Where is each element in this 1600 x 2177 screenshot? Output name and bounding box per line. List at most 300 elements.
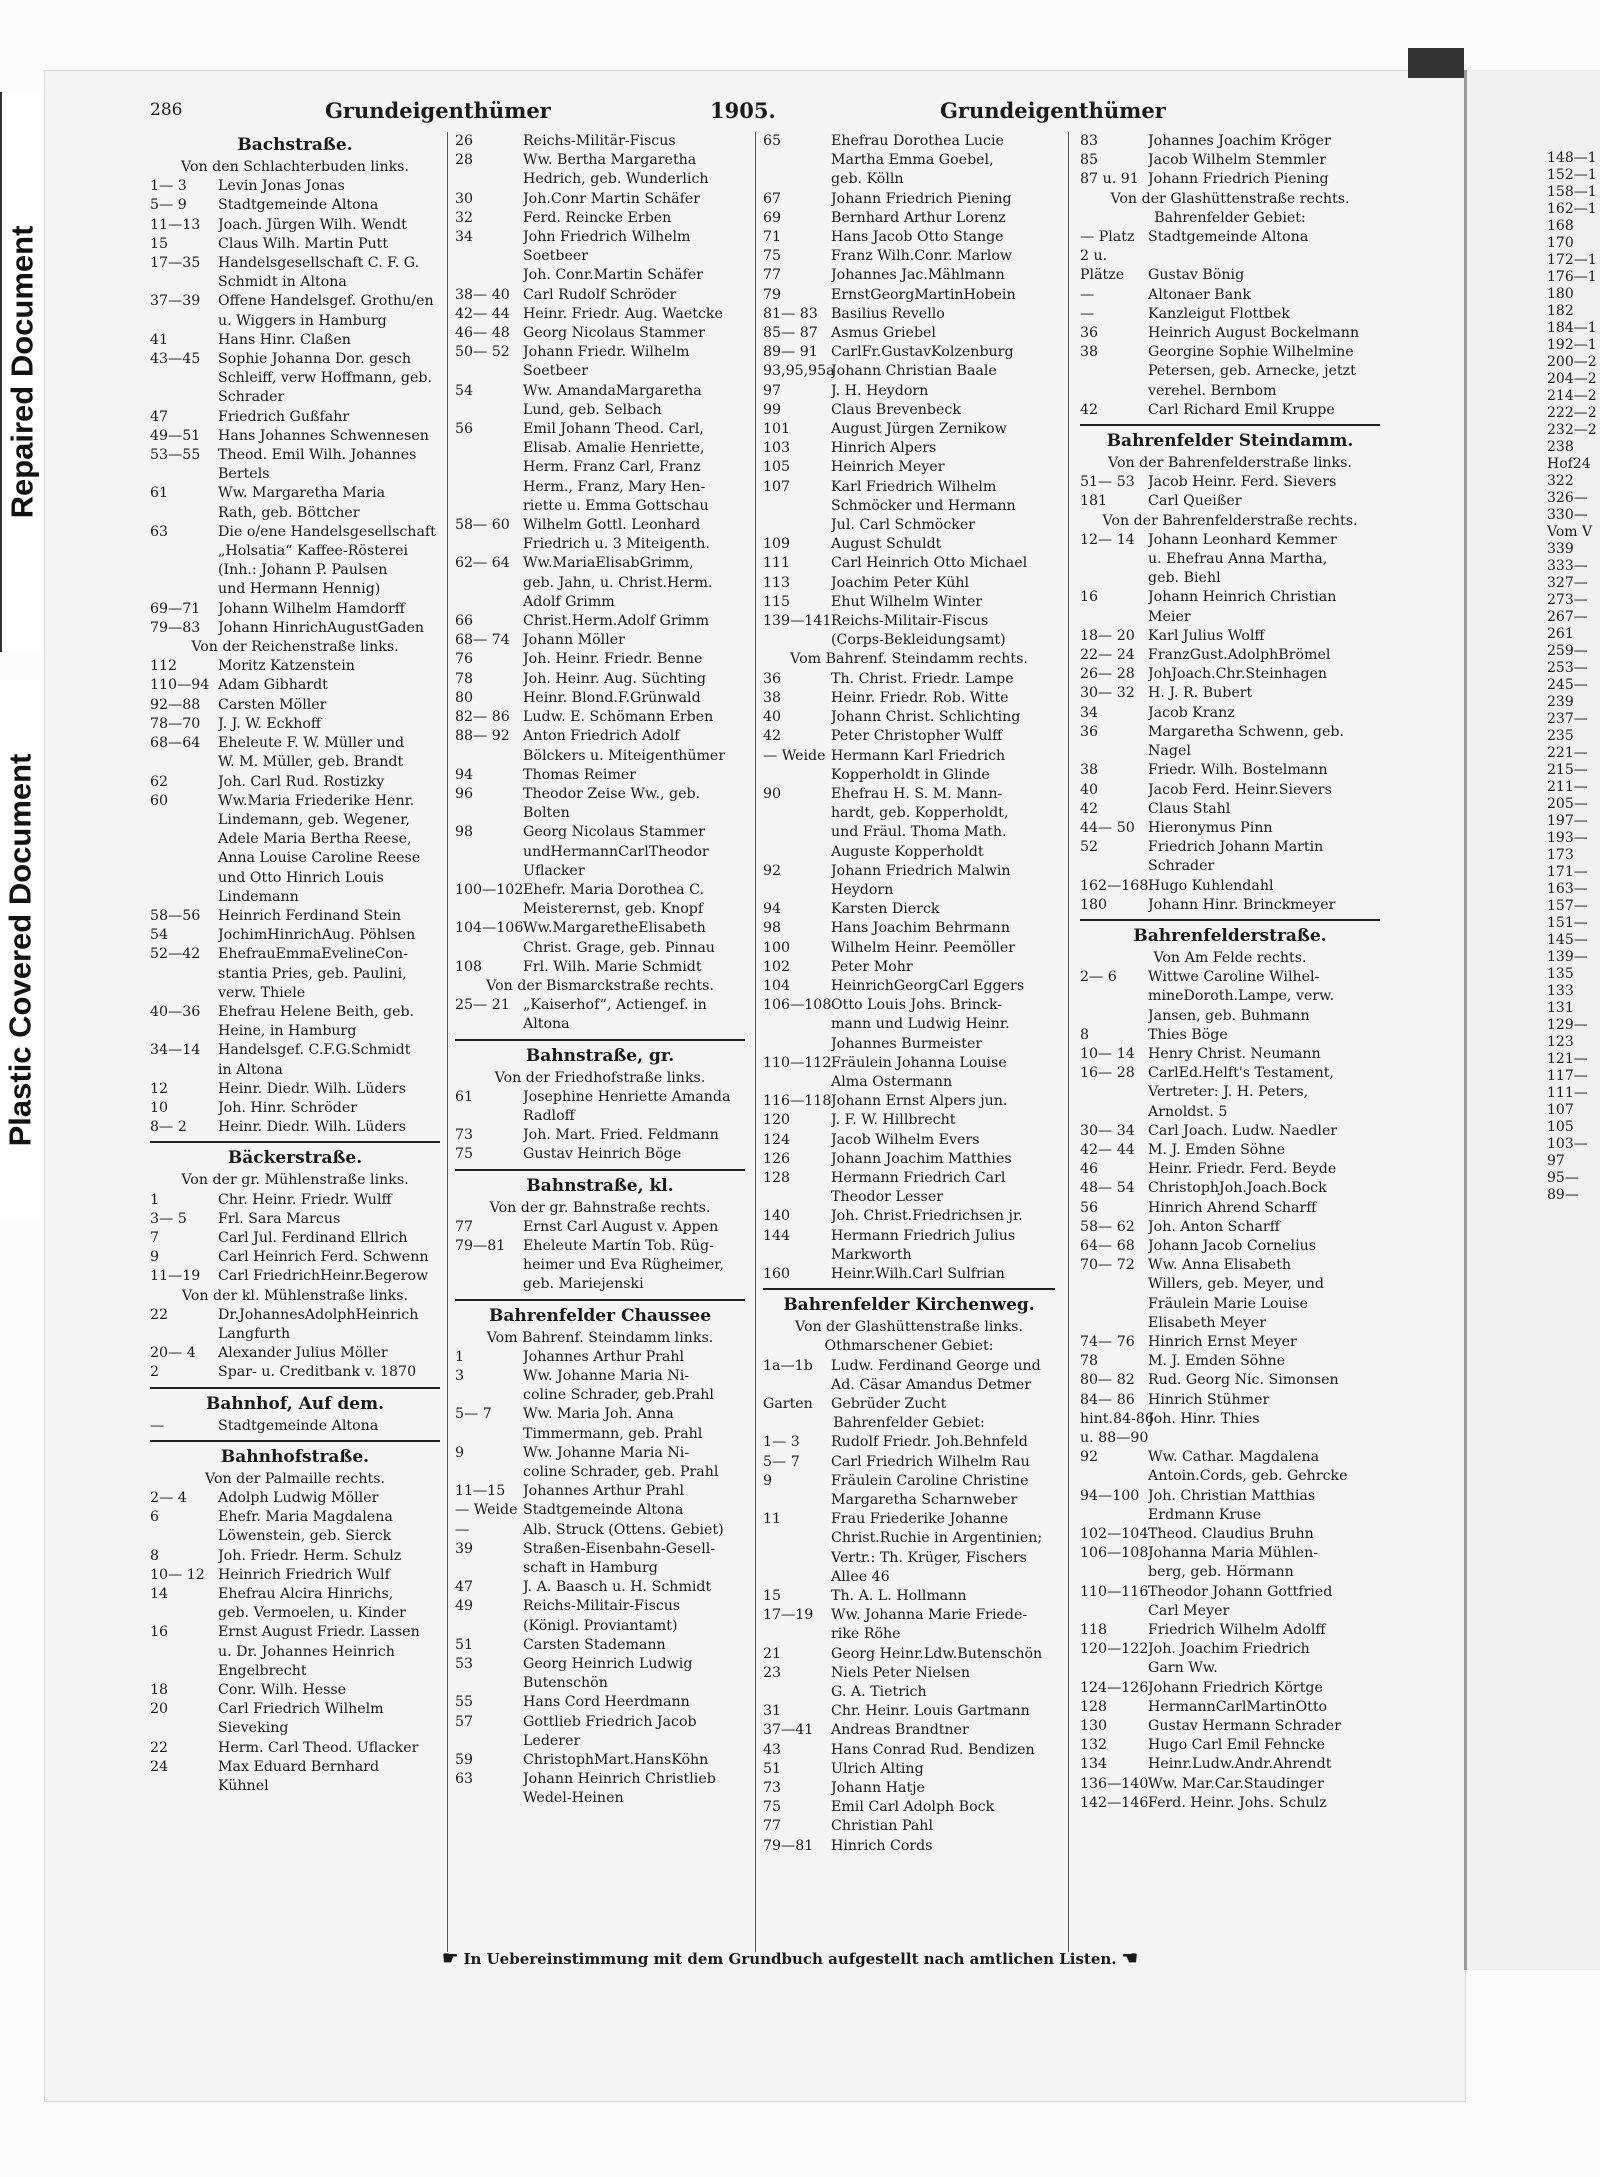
house-number: 116—118 — [763, 1093, 832, 1110]
house-number: 39 — [455, 1540, 474, 1557]
owner-entry — [455, 1088, 745, 1107]
owner-entry — [1080, 838, 1380, 857]
owner-entry — [763, 1246, 1055, 1265]
owner-name: Johann Friedrich Malwin — [831, 862, 1011, 879]
owner-name: u. Dr. Johannes Heinrich — [218, 1643, 395, 1660]
section-subheading: Von den Schlachterbuden links. — [181, 159, 409, 175]
owner-name: Radloff — [523, 1107, 575, 1124]
house-number: 52 — [1080, 839, 1099, 856]
adjacent-page-number: 205— — [1547, 796, 1588, 812]
owner-entry — [150, 1777, 440, 1796]
adjacent-page-number: 184—1 — [1547, 320, 1597, 336]
house-number — [763, 1015, 831, 1034]
section-subheading: Von der Palmaille rechts. — [205, 1470, 385, 1487]
owner-name: „Kaiserhof“, Actiengef. in — [523, 997, 707, 1014]
house-number: 107 — [763, 478, 791, 495]
house-number: 111 — [763, 555, 791, 572]
owner-entry — [455, 1751, 745, 1770]
house-number — [455, 1275, 523, 1294]
owner-entry — [1080, 1640, 1380, 1659]
owner-name: Ww. Maria Joh. Anna — [523, 1406, 674, 1423]
house-number: 48— 54 — [1080, 1180, 1135, 1197]
owner-name: Peter Mohr — [831, 958, 913, 975]
owner-entry — [150, 1508, 440, 1527]
owner-name: Langfurth — [218, 1325, 291, 1342]
owner-name: Ww. Cathar. Magdalena — [1148, 1449, 1320, 1466]
house-number — [763, 1073, 831, 1092]
house-number — [150, 542, 218, 561]
owner-entry — [763, 362, 1055, 381]
owner-name: Jansen, geb. Buhmann — [1148, 1007, 1310, 1024]
owner-entry — [763, 574, 1055, 593]
house-number: 18 — [150, 1682, 169, 1699]
adjacent-page-number: 95— — [1547, 1170, 1579, 1186]
house-number: 99 — [763, 401, 782, 418]
house-number: 85 — [1080, 152, 1099, 169]
owner-name: Löwenstein, geb. Sierck — [218, 1528, 392, 1545]
house-number: 124 — [763, 1131, 791, 1148]
owner-entry — [1080, 1467, 1380, 1486]
house-number: 2— 6 — [1080, 969, 1117, 986]
owner-entry — [1080, 1218, 1380, 1237]
house-number — [455, 535, 523, 554]
owner-entry — [1080, 1525, 1380, 1544]
owner-name: Gustav Hermann Schrader — [1148, 1718, 1341, 1735]
owner-name: Elisabeth Meyer — [1148, 1314, 1267, 1331]
house-number: 16 — [1080, 589, 1099, 606]
adjacent-page-number: 170 — [1547, 235, 1574, 251]
owner-name: Altona — [523, 1016, 570, 1033]
house-number: 93,95,95a — [763, 363, 835, 380]
owner-entry — [763, 1054, 1055, 1073]
owner-name: August Jürgen Zernikow — [831, 421, 1007, 438]
owner-entry — [763, 516, 1055, 535]
house-number: 56 — [455, 421, 474, 438]
section-divider — [455, 1039, 745, 1041]
house-number: 94—100 — [1080, 1487, 1140, 1504]
owner-entry — [455, 1521, 745, 1540]
owner-name: Georg Nicolaus Stammer — [523, 325, 705, 342]
house-number: 67 — [763, 190, 782, 207]
house-number: 22 — [150, 1739, 169, 1756]
house-number — [1080, 1659, 1148, 1678]
owner-name: Ww. Johanne Maria Ni- — [523, 1444, 690, 1461]
owner-name: ChristophMart.HansKöhn — [523, 1752, 709, 1769]
owner-entry — [1080, 569, 1380, 588]
house-number: 75 — [763, 1799, 782, 1816]
header-title-left: Grundeigenthümer — [325, 98, 551, 123]
owner-entry — [150, 1344, 440, 1363]
house-number: 22— 24 — [1080, 647, 1135, 664]
owner-name: Joh. Christian Matthias — [1148, 1487, 1316, 1504]
owner-entry — [763, 228, 1055, 247]
owner-name: Reichs-Militair-Fiscus — [831, 613, 989, 630]
house-number: 73 — [763, 1780, 782, 1797]
owner-name: Stadtgemeinde Altona — [523, 1502, 684, 1519]
house-number: 38 — [763, 689, 782, 706]
owner-name: berg, geb. Hörmann — [1148, 1564, 1294, 1581]
house-number: 102 — [763, 958, 791, 975]
owner-name: Claus Brevenbeck — [831, 401, 961, 418]
street-heading: Bahrenfelderstraße. — [1133, 925, 1327, 946]
owner-name: Theodor Zeise Ww., geb. — [523, 785, 701, 802]
owner-entry — [763, 1265, 1055, 1284]
owner-entry — [455, 843, 745, 862]
owner-name: Die o/ene Handelsgesellschaft — [218, 523, 436, 540]
owner-name: Theodor Johann Gottfried — [1148, 1583, 1333, 1600]
house-number — [763, 1549, 831, 1568]
owner-entry — [1080, 781, 1380, 800]
street-heading: Bahnstraße, kl. — [526, 1175, 674, 1196]
owner-name: Carl Meyer — [1148, 1602, 1230, 1619]
page-number: 286 — [150, 100, 183, 120]
owner-entry — [150, 1003, 440, 1022]
section-divider — [150, 1141, 440, 1143]
owner-name: verw. Thiele — [218, 984, 306, 1001]
owner-name: Schmöcker und Hermann — [831, 497, 1016, 514]
owner-name: Hans Jacob Otto Stange — [831, 229, 1004, 246]
house-number — [455, 1732, 523, 1751]
house-number: 78—70 — [150, 715, 201, 732]
owner-name: Alma Ostermann — [831, 1073, 953, 1090]
house-number — [455, 804, 523, 823]
owner-entry — [763, 1073, 1055, 1092]
owner-entry — [455, 516, 745, 535]
house-number: 25— 21 — [455, 997, 510, 1014]
adjacent-page-number: 192—1 — [1547, 337, 1597, 353]
house-number: 47 — [150, 408, 169, 425]
owner-entry — [150, 1363, 440, 1382]
house-number — [150, 1325, 218, 1344]
house-number: 32 — [455, 209, 474, 226]
owner-entry — [763, 1092, 1055, 1111]
adjacent-page-number: 339 — [1547, 541, 1574, 557]
owner-name: Th. Christ. Friedr. Lampe — [831, 670, 1014, 687]
owner-entry — [150, 1681, 440, 1700]
owner-entry — [1080, 1563, 1380, 1582]
house-number: 118 — [1080, 1622, 1108, 1639]
owner-name: Friedrich Gußfahr — [218, 408, 350, 425]
house-number: 100—102 — [455, 881, 524, 898]
house-number: 62— 64 — [455, 555, 510, 572]
adjacent-page-number: 327— — [1547, 575, 1588, 591]
owner-name: Carl Jul. Ferdinand Ellrich — [218, 1229, 408, 1246]
owner-entry — [1080, 550, 1380, 569]
owner-entry — [763, 1433, 1055, 1452]
owner-name: Stadtgemeinde Altona — [218, 1417, 379, 1434]
owner-name: Joachim Peter Kühl — [831, 574, 970, 591]
owner-name: Hinrich Cords — [831, 1837, 933, 1854]
house-number: 30— 34 — [1080, 1122, 1135, 1139]
owner-entry — [1080, 1160, 1380, 1179]
owner-name: ChristophJoh.Joach.Bock — [1148, 1180, 1327, 1197]
owner-name: Karl Friedrich Wilhelm — [831, 478, 997, 495]
house-number: 64— 68 — [1080, 1237, 1135, 1254]
house-number: 24 — [150, 1758, 169, 1775]
owner-name: Engelbrecht — [218, 1662, 307, 1679]
owner-entry — [150, 792, 440, 811]
owner-entry — [150, 331, 440, 350]
owner-entry — [150, 1041, 440, 1060]
owner-name: CarlEd.Helft's Testament, — [1148, 1065, 1334, 1082]
house-number: 42 — [763, 728, 782, 745]
owner-name: Claus Wilh. Martin Putt — [218, 235, 389, 252]
owner-entry — [763, 612, 1055, 631]
owner-name: Ehefrau Alcira Hinrichs, — [218, 1586, 394, 1603]
owner-entry — [150, 849, 440, 868]
owner-name: Joh.Conr Martin Schäfer — [523, 190, 701, 207]
owner-entry — [150, 561, 440, 580]
owner-name: Johann Wilhelm Hamdorff — [218, 600, 405, 617]
owner-name: Nagel — [1148, 743, 1191, 760]
owner-name: und Fräul. Thoma Math. — [831, 824, 1007, 841]
owner-entry — [1080, 608, 1380, 627]
owner-entry — [763, 497, 1055, 516]
house-number — [150, 1527, 218, 1546]
owner-entry — [1080, 1621, 1380, 1640]
house-number: 9 — [455, 1444, 465, 1461]
owner-entry — [455, 266, 745, 285]
house-number: 38 — [1080, 344, 1099, 361]
owner-name: Hinrich Ernst Meyer — [1148, 1333, 1297, 1350]
owner-name: Kühnel — [218, 1778, 269, 1795]
house-number: 120—122 — [1080, 1641, 1149, 1658]
house-number — [455, 1256, 523, 1275]
owner-entry — [150, 811, 440, 830]
house-number: 130 — [1080, 1718, 1108, 1735]
owner-entry — [455, 1405, 745, 1424]
house-number — [455, 497, 523, 516]
column-divider — [447, 132, 448, 1952]
house-number: 128 — [763, 1169, 791, 1186]
owner-entry — [763, 843, 1055, 862]
owner-name: Handelsgef. C.F.G.Schmidt — [218, 1042, 411, 1059]
owner-entry — [455, 286, 745, 305]
house-number: 17—35 — [150, 255, 201, 272]
owner-name: Levin Jonas Jonas — [218, 178, 345, 195]
house-number — [763, 766, 831, 785]
owner-name: rike Röhe — [831, 1626, 901, 1643]
owner-name: Ehefr. Maria Dorothea C. — [523, 881, 704, 898]
adjacent-page-number: 176—1 — [1547, 269, 1597, 285]
adjacent-page-number: Hof24 — [1547, 456, 1591, 472]
owner-entry — [455, 823, 745, 842]
house-number: 68—64 — [150, 735, 201, 752]
owner-name: geb. Biehl — [1148, 570, 1221, 587]
house-number — [150, 1022, 218, 1041]
owner-entry — [1080, 1141, 1380, 1160]
owner-entry — [763, 1207, 1055, 1226]
owner-name: Jul. Carl Schmöcker — [831, 517, 976, 534]
owner-entry — [455, 747, 745, 766]
house-number: 79—83 — [150, 619, 201, 636]
owner-name: Joh. Carl Rud. Rostizky — [218, 773, 385, 790]
owner-name: stantia Pries, geb. Paulini, — [218, 965, 407, 982]
owner-entry — [150, 1547, 440, 1566]
owner-entry — [455, 324, 745, 343]
owner-name: Johanna Maria Mühlen- — [1148, 1545, 1319, 1562]
owner-name: geb. Vermoelen, u. Kinder — [218, 1605, 406, 1622]
owner-entry — [455, 401, 745, 420]
house-number: 6 — [150, 1509, 160, 1526]
owner-entry — [763, 1837, 1055, 1856]
owner-name: (Königl. Proviantamt) — [523, 1617, 678, 1634]
owner-name: Anna Louise Caroline Reese — [218, 850, 421, 867]
owner-name: Carl Heinrich Otto Michael — [831, 555, 1028, 572]
house-number: 115 — [763, 593, 791, 610]
owner-entry — [150, 1080, 440, 1099]
owner-entry — [150, 369, 440, 388]
owner-name: riette u. Emma Gottschau — [523, 497, 709, 514]
owner-name: undHermannCarlTheodor — [523, 843, 709, 860]
house-number: 103 — [763, 440, 791, 457]
house-number: 26— 28 — [1080, 666, 1135, 683]
house-number — [763, 1529, 831, 1548]
owner-entry — [763, 593, 1055, 612]
owner-entry — [763, 1587, 1055, 1606]
owner-name: Johann Joachim Matthies — [831, 1150, 1012, 1167]
owner-name: Gustav Heinrich Böge — [523, 1146, 682, 1163]
adjacent-page-number: 193— — [1547, 830, 1588, 846]
owner-name: Hans Cord Heerdmann — [523, 1694, 690, 1711]
house-number: 79—81 — [763, 1837, 814, 1854]
owner-entry — [455, 1107, 745, 1126]
house-number: 37—39 — [150, 293, 201, 310]
owner-name: Hinrich Ahrend Scharff — [1148, 1199, 1317, 1216]
owner-name: und Hermann Hennig) — [218, 581, 381, 598]
owner-entry — [150, 484, 440, 503]
house-number: 61 — [455, 1088, 474, 1105]
house-number: 108 — [455, 958, 483, 975]
house-number — [150, 1604, 218, 1623]
owner-entry — [455, 1617, 745, 1636]
owner-entry — [1080, 1679, 1380, 1698]
house-number: 49—51 — [150, 427, 201, 444]
house-number — [455, 439, 523, 458]
owner-entry — [455, 1655, 745, 1674]
owner-entry — [455, 382, 745, 401]
owner-entry — [150, 1210, 440, 1229]
owner-name: Joh. Joachim Friedrich — [1148, 1641, 1310, 1658]
owner-name: Joach. Jürgen Wilh. Wendt — [218, 216, 407, 233]
owner-name: Offene Handelsgef. Grothu/en — [218, 293, 434, 310]
house-number — [763, 516, 831, 535]
owner-name: Josephine Henriette Amanda — [523, 1088, 731, 1105]
owner-entry — [763, 382, 1055, 401]
house-number: — — [150, 1417, 165, 1434]
house-number: 69—71 — [150, 600, 201, 617]
house-number — [1080, 742, 1148, 761]
owner-name: Ww.MariaElisabGrimm, — [523, 555, 694, 572]
adjacent-page-number: 245— — [1547, 677, 1588, 693]
owner-entry — [150, 273, 440, 292]
street-heading: Bahrenfelder Kirchenweg. — [783, 1295, 1035, 1316]
house-number: 162—168 — [1080, 877, 1149, 894]
owner-name: Margaretha Schwenn, geb. — [1148, 723, 1344, 740]
owner-entry — [150, 1118, 440, 1137]
owner-entry — [455, 1770, 745, 1789]
owner-entry — [1080, 987, 1380, 1006]
owner-entry — [763, 708, 1055, 727]
house-number: 104 — [763, 977, 791, 994]
owner-entry — [455, 804, 745, 823]
house-number: 140 — [763, 1208, 791, 1225]
owner-name: Soetbeer — [523, 248, 589, 265]
owner-name: Henry Christ. Neumann — [1148, 1045, 1321, 1062]
plastic-covered-label — [0, 680, 40, 1220]
house-number: 11—19 — [150, 1268, 201, 1285]
house-number: 97 — [763, 382, 782, 399]
owner-name: in Altona — [218, 1061, 283, 1078]
adjacent-page-number: 152—1 — [1547, 167, 1597, 183]
owner-name: Lindemann, geb. Wegener, — [218, 811, 410, 828]
owner-entry — [455, 1015, 745, 1034]
house-number — [455, 1789, 523, 1808]
section-subheading: Von der Bismarckstraße rechts. — [486, 977, 714, 994]
owner-entry — [763, 747, 1055, 766]
adjacent-page-number: 204—2 — [1547, 371, 1597, 387]
house-number — [150, 504, 218, 523]
owner-name: Ww. AmandaMargaretha — [523, 382, 702, 399]
owner-entry — [455, 1425, 745, 1444]
house-number: — — [1080, 305, 1095, 322]
house-number: — — [455, 1521, 470, 1538]
owner-name: Uflacker — [523, 862, 585, 879]
owner-entry — [763, 343, 1055, 362]
adjacent-page-number: 105 — [1547, 1119, 1574, 1135]
owner-name: Spar- u. Creditbank v. 1870 — [218, 1364, 417, 1381]
house-number: 8 — [1080, 1026, 1090, 1043]
owner-entry — [763, 1625, 1055, 1644]
section-subheading: Von der Bahrenfelderstraße links. — [1108, 455, 1352, 472]
house-number: 1 — [150, 1191, 160, 1208]
owner-entry — [1080, 1237, 1380, 1256]
house-number: 10 — [150, 1099, 169, 1116]
owner-entry — [1080, 1352, 1380, 1371]
house-number: 2— 4 — [150, 1490, 187, 1506]
house-number: 106—108 — [1080, 1545, 1149, 1562]
owner-name: Ehefr. Maria Magdalena — [218, 1509, 393, 1526]
owner-entry — [150, 216, 440, 235]
owner-name: Ww. Bertha Margaretha — [523, 152, 697, 169]
house-number — [150, 1061, 218, 1080]
owner-entry — [455, 1501, 745, 1520]
owner-entry — [763, 535, 1055, 554]
owner-name: Heinrich Meyer — [831, 459, 945, 476]
owner-name: Johann Christian Baale — [831, 363, 997, 380]
house-number: 40—36 — [150, 1003, 201, 1020]
owner-entry — [455, 535, 745, 554]
owner-entry — [763, 305, 1055, 324]
house-number — [455, 1425, 523, 1444]
owner-name: geb. Jahn, u. Christ.Herm. — [523, 574, 713, 591]
owner-entry — [1080, 1544, 1380, 1563]
owner-name: Claus Stahl — [1148, 800, 1231, 817]
house-number: 94 — [763, 901, 782, 918]
owner-entry — [1080, 588, 1380, 607]
adjacent-page-number: 182 — [1547, 303, 1574, 319]
house-number: 52—42 — [150, 946, 201, 963]
owner-entry — [763, 1741, 1055, 1760]
house-number: 40 — [1080, 781, 1099, 798]
owner-entry — [1080, 968, 1380, 987]
house-number — [763, 843, 831, 862]
house-number — [1080, 1506, 1148, 1525]
house-number: 34—14 — [150, 1042, 201, 1059]
house-number — [150, 965, 218, 984]
house-number: — Weide — [455, 1502, 518, 1519]
owner-entry — [150, 312, 440, 331]
